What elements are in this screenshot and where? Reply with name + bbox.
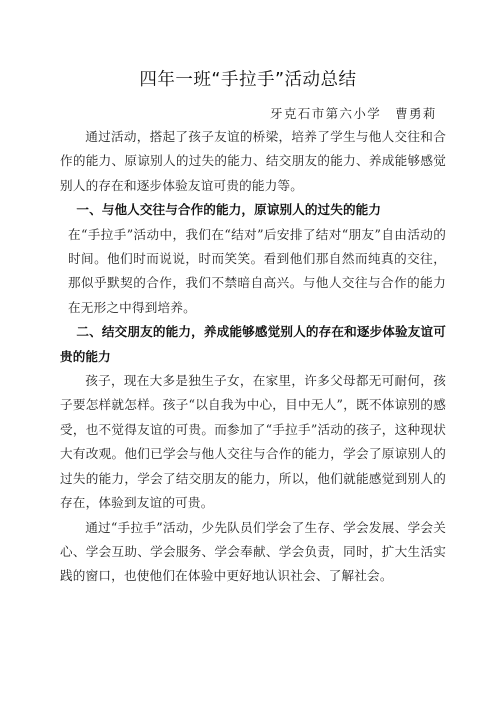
- conclusion-paragraph: 通过“手拉手”活动，少先队员们学会了生存、学会发展、学会关心、学会互助、学会服务、学会奉献、学会负责，同时，扩大生活实践的窗口，也使他们在体验中更好地认识社会、了解社会。: [60, 519, 446, 584]
- author-line: 牙克石市第六小学 曹勇莉: [270, 106, 437, 121]
- section-2-paragraph: 孩子，现在大多是独生子女，在家里，许多父母都无可耐何，孩子要怎样就怎样。孩子“以自我为中心，目中无人”，既不体谅别的感受，也不觉得友谊的可贵。而参加了“手拉手”活动的孩子，这种现状大有改观。他们已学会与他人交往与合作的能力，学会了原谅别人的过失的能力，学会了结交朋友的能力，所以，他们就能感觉到别人的存在，体验到友谊的可贵。: [60, 373, 446, 511]
- section-1-heading: 一、与他人交往与合作的能力，原谅别人的过失的能力: [76, 202, 382, 218]
- section-1-paragraph: 在“手拉手”活动中，我们在“结对”后安排了结对“朋友”自由活动的时间。他们时而说说，时而笑笑。看到他们那自然而纯真的交往，那似乎默契的合作，我们不禁暗自高兴。与他人交往与合作的能力在无形之中得到培养。: [68, 226, 446, 315]
- section-2-heading: 二、结交朋友的能力，养成能够感觉别人的存在和逐步体验友谊可贵的能力: [60, 324, 446, 364]
- document-title: 四年一班“手拉手”活动总结: [139, 70, 357, 90]
- intro-paragraph: 通过活动，搭起了孩子友谊的桥梁，培养了学生与他人交往和合作的能力、原谅别人的过失的能力、结交朋友的能力、养成能够感觉别人的存在和逐步体验友谊可贵的能力等。: [60, 129, 446, 193]
- document-body: [60, 125, 446, 589]
